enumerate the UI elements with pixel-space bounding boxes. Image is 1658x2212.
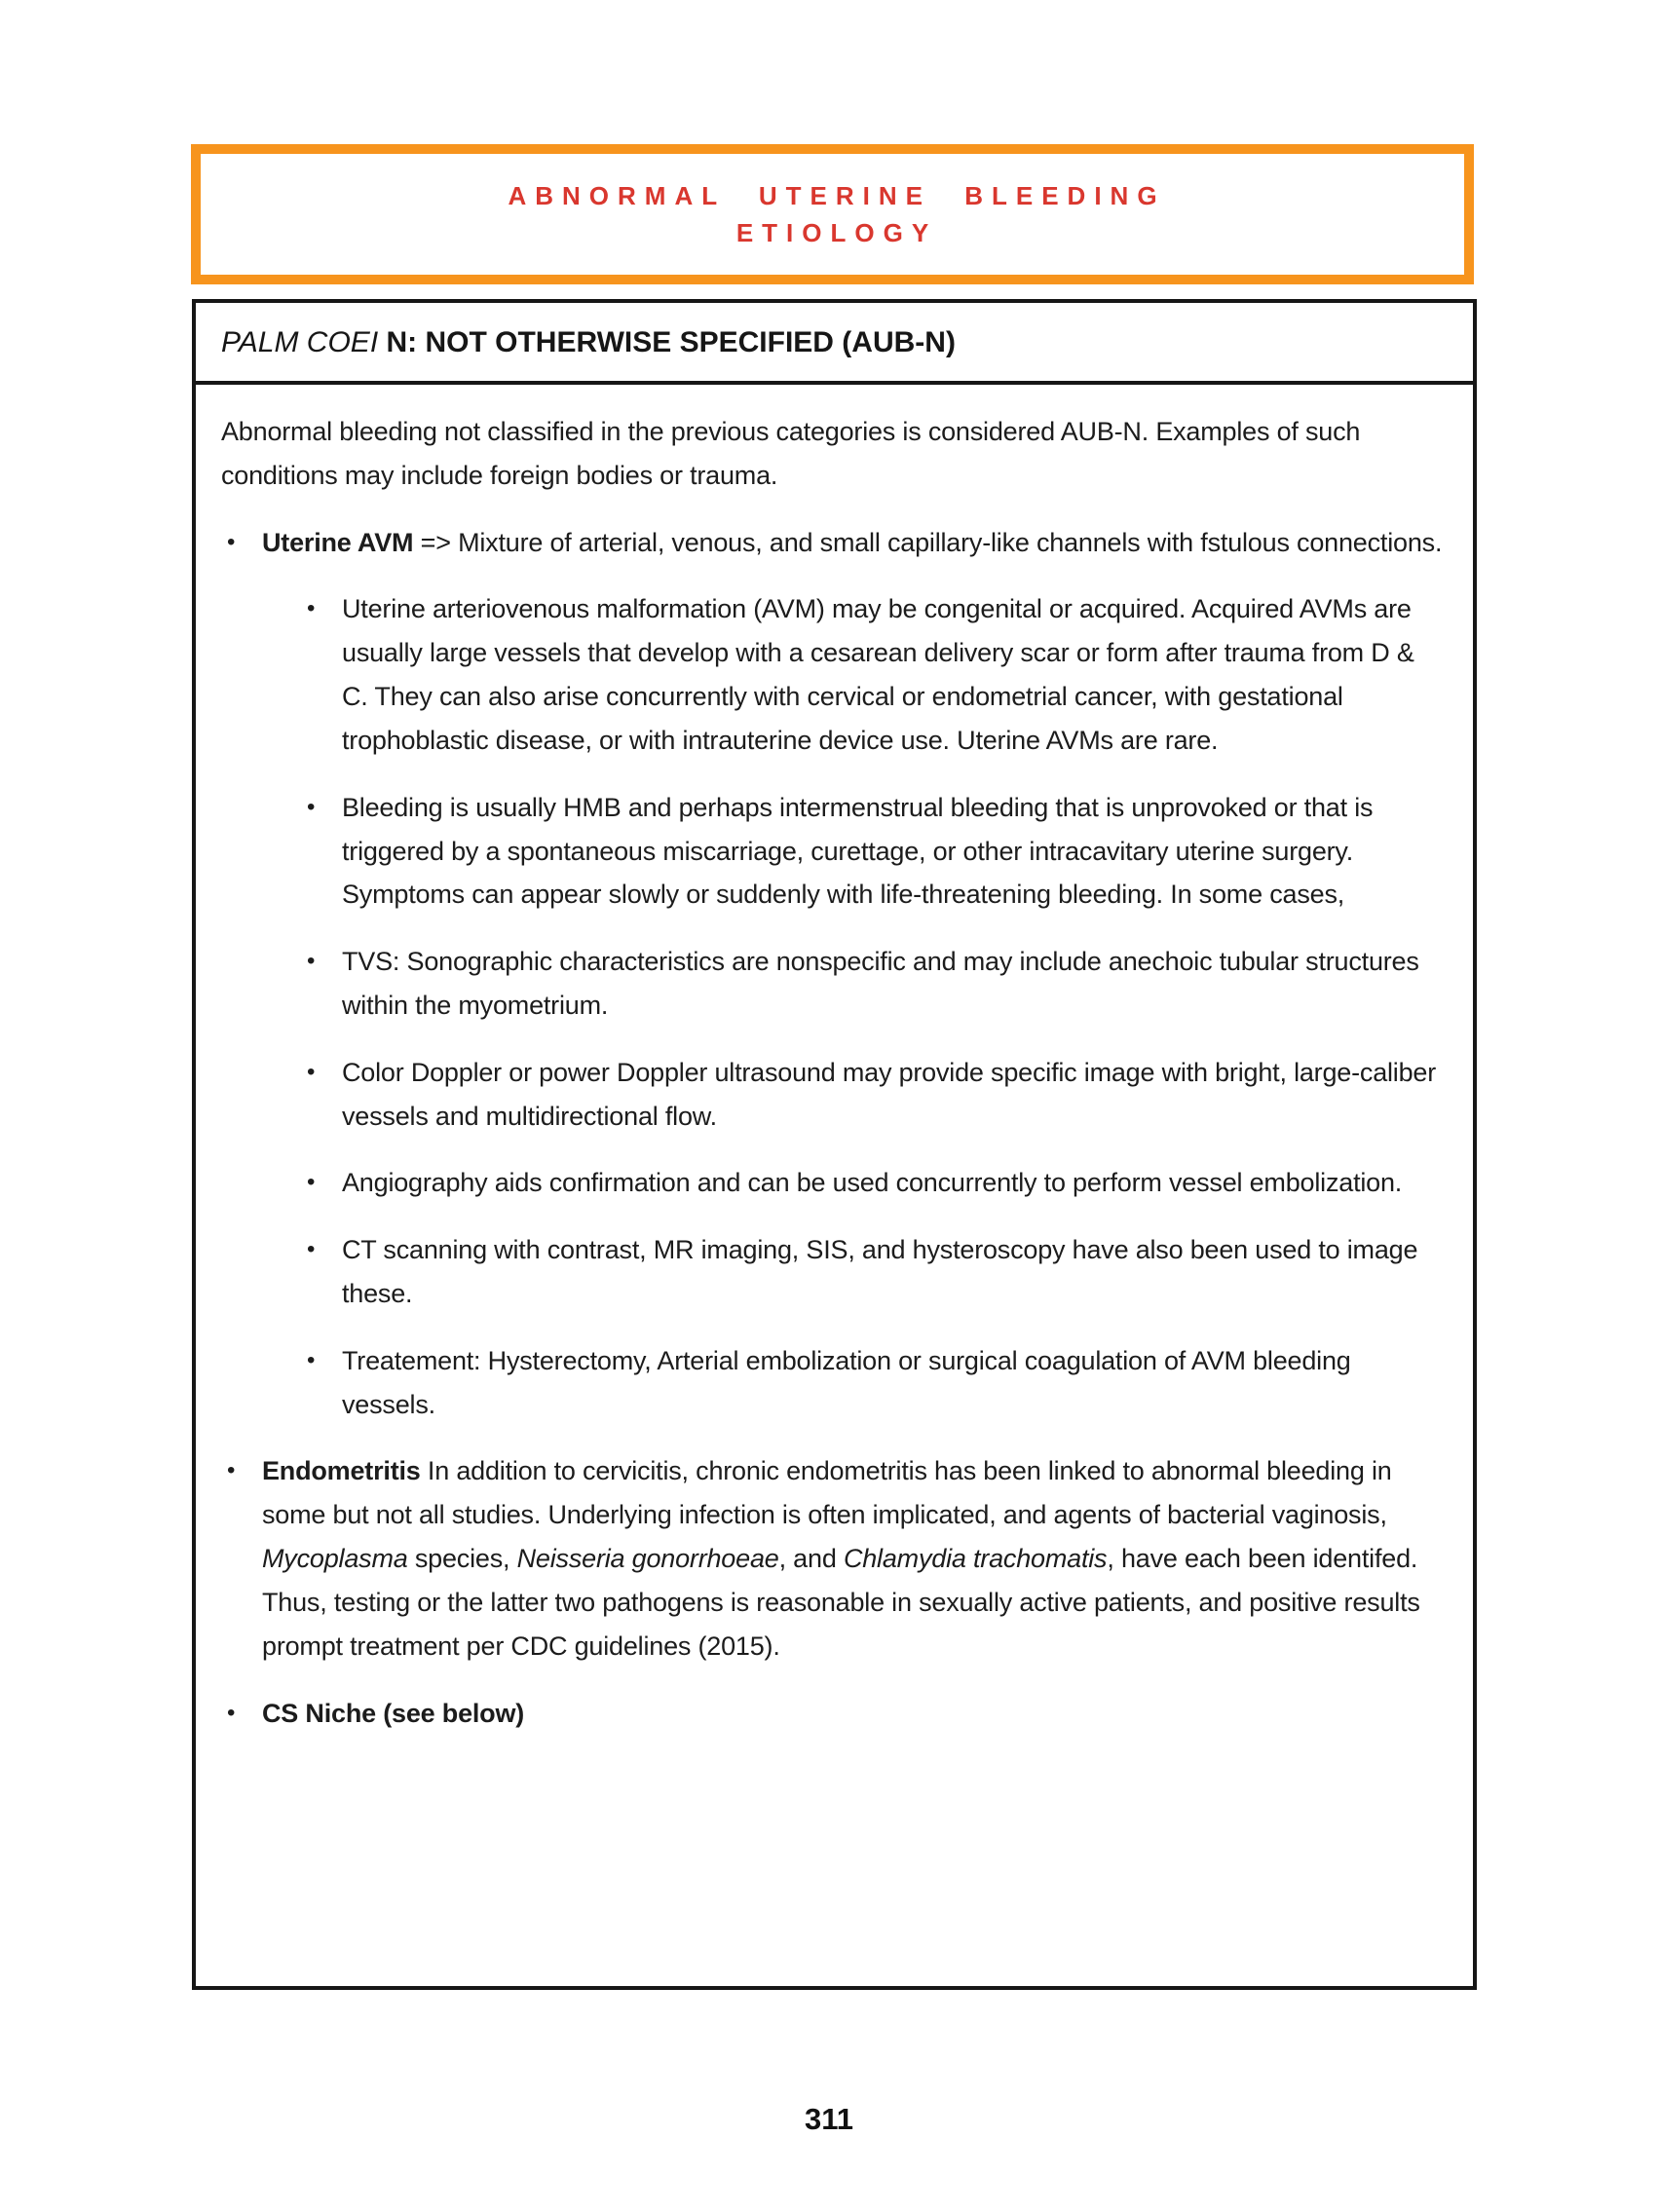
page-number: 311: [804, 2102, 853, 2136]
banner-title-line-1: ABNORMAL UTERINE BLEEDING: [508, 180, 1166, 210]
bullet-icon: •: [227, 1457, 236, 1484]
item-text: Uterine arteriovenous malformation (AVM) may be congenital or acquired. Acquired AVMs are usually large vessels that develop with a cesarean delivery scar or form after trauma from D & C. They can also arise concurrently with cervical or endometrial cancer, with gestational trophoblastic disease, or with intrauterine device use. Uterine AVMs are rare.: [342, 594, 1414, 755]
section-heading-classification: PALM COEI: [221, 326, 387, 358]
item-text: Uterine AVM => Mixture of arterial, venous, and small capillary-like channels with fstulous connections.: [262, 527, 1443, 557]
paragraph: [221, 410, 1444, 498]
list-item: [221, 1449, 1444, 1668]
item-text: Angiography aids confirmation and can be used concurrently to perform vessel embolization.: [342, 1168, 1403, 1198]
bullet-icon: •: [227, 1699, 236, 1726]
item-text: Color Doppler or power Doppler ultrasound may provide specific image with bright, large-caliber vessels and multidirectional flow.: [342, 1057, 1437, 1131]
bullet-icon: •: [307, 1236, 316, 1263]
section-heading: [196, 303, 1473, 385]
item-text: Bleeding is usually HMB and perhaps intermenstrual bleeding that is unprovoked or that is triggered by a spontaneous miscarriage, curettage, or other intracavitary uterine surgery. Symptoms can appear slowly or suddenly with life-threatening bleeding. In some cases,: [342, 792, 1374, 910]
item-text: Endometritis In addition to cervicitis, chronic endometritis has been linked to abnormal bleeding in some but not all studies. Underlying infection is often implicated, and agents of bacterial vaginosis, Mycoplasma species, Neisseria gonorrhoeae, and Chlamydia trachomatis, have each been identifed. Thus, testing or the latter two pathogens is reasonable in sexually active patients, and positive results prompt treatment per CDC guidelines (2015).: [262, 1456, 1420, 1661]
bullet-icon: •: [307, 793, 316, 820]
title-banner: [191, 144, 1474, 284]
list-item: [221, 1228, 1444, 1316]
item-text: TVS: Sonographic characteristics are nonspecific and may include anechoic tubular structures within the myometrium.: [342, 947, 1419, 1020]
section-heading-title: N: NOT OTHERWISE SPECIFIED (AUB-N): [386, 326, 956, 358]
list-item: [221, 1051, 1444, 1139]
list-item: [221, 521, 1444, 565]
banner-title-line-2: ETIOLOGY: [735, 217, 938, 247]
bullet-icon: •: [307, 1058, 316, 1085]
item-text: CS Niche (see below): [262, 1698, 525, 1728]
list-item: [221, 786, 1444, 917]
list-item: [221, 1161, 1444, 1205]
list-item: [221, 1339, 1444, 1427]
item-text: CT scanning with contrast, MR imaging, SIS, and hysteroscopy have also been used to image these.: [342, 1235, 1418, 1308]
item-text: Treatement: Hysterectomy, Arterial embolization or surgical coagulation of AVM bleeding vessels.: [342, 1345, 1351, 1419]
bullet-icon: •: [307, 1346, 316, 1373]
list-item: [221, 587, 1444, 762]
bullet-icon: •: [307, 1169, 316, 1196]
bullet-icon: •: [307, 948, 316, 975]
bullet-icon: •: [227, 528, 236, 555]
bullet-icon: •: [307, 595, 316, 622]
list-item: [221, 1692, 1444, 1736]
section-body: [196, 385, 1473, 1760]
item-text: Abnormal bleeding not classified in the previous categories is considered AUB-N. Examples of such conditions may include foreign bodies or trauma.: [221, 417, 1361, 490]
list-item: [221, 940, 1444, 1028]
content-box: [192, 299, 1477, 1990]
